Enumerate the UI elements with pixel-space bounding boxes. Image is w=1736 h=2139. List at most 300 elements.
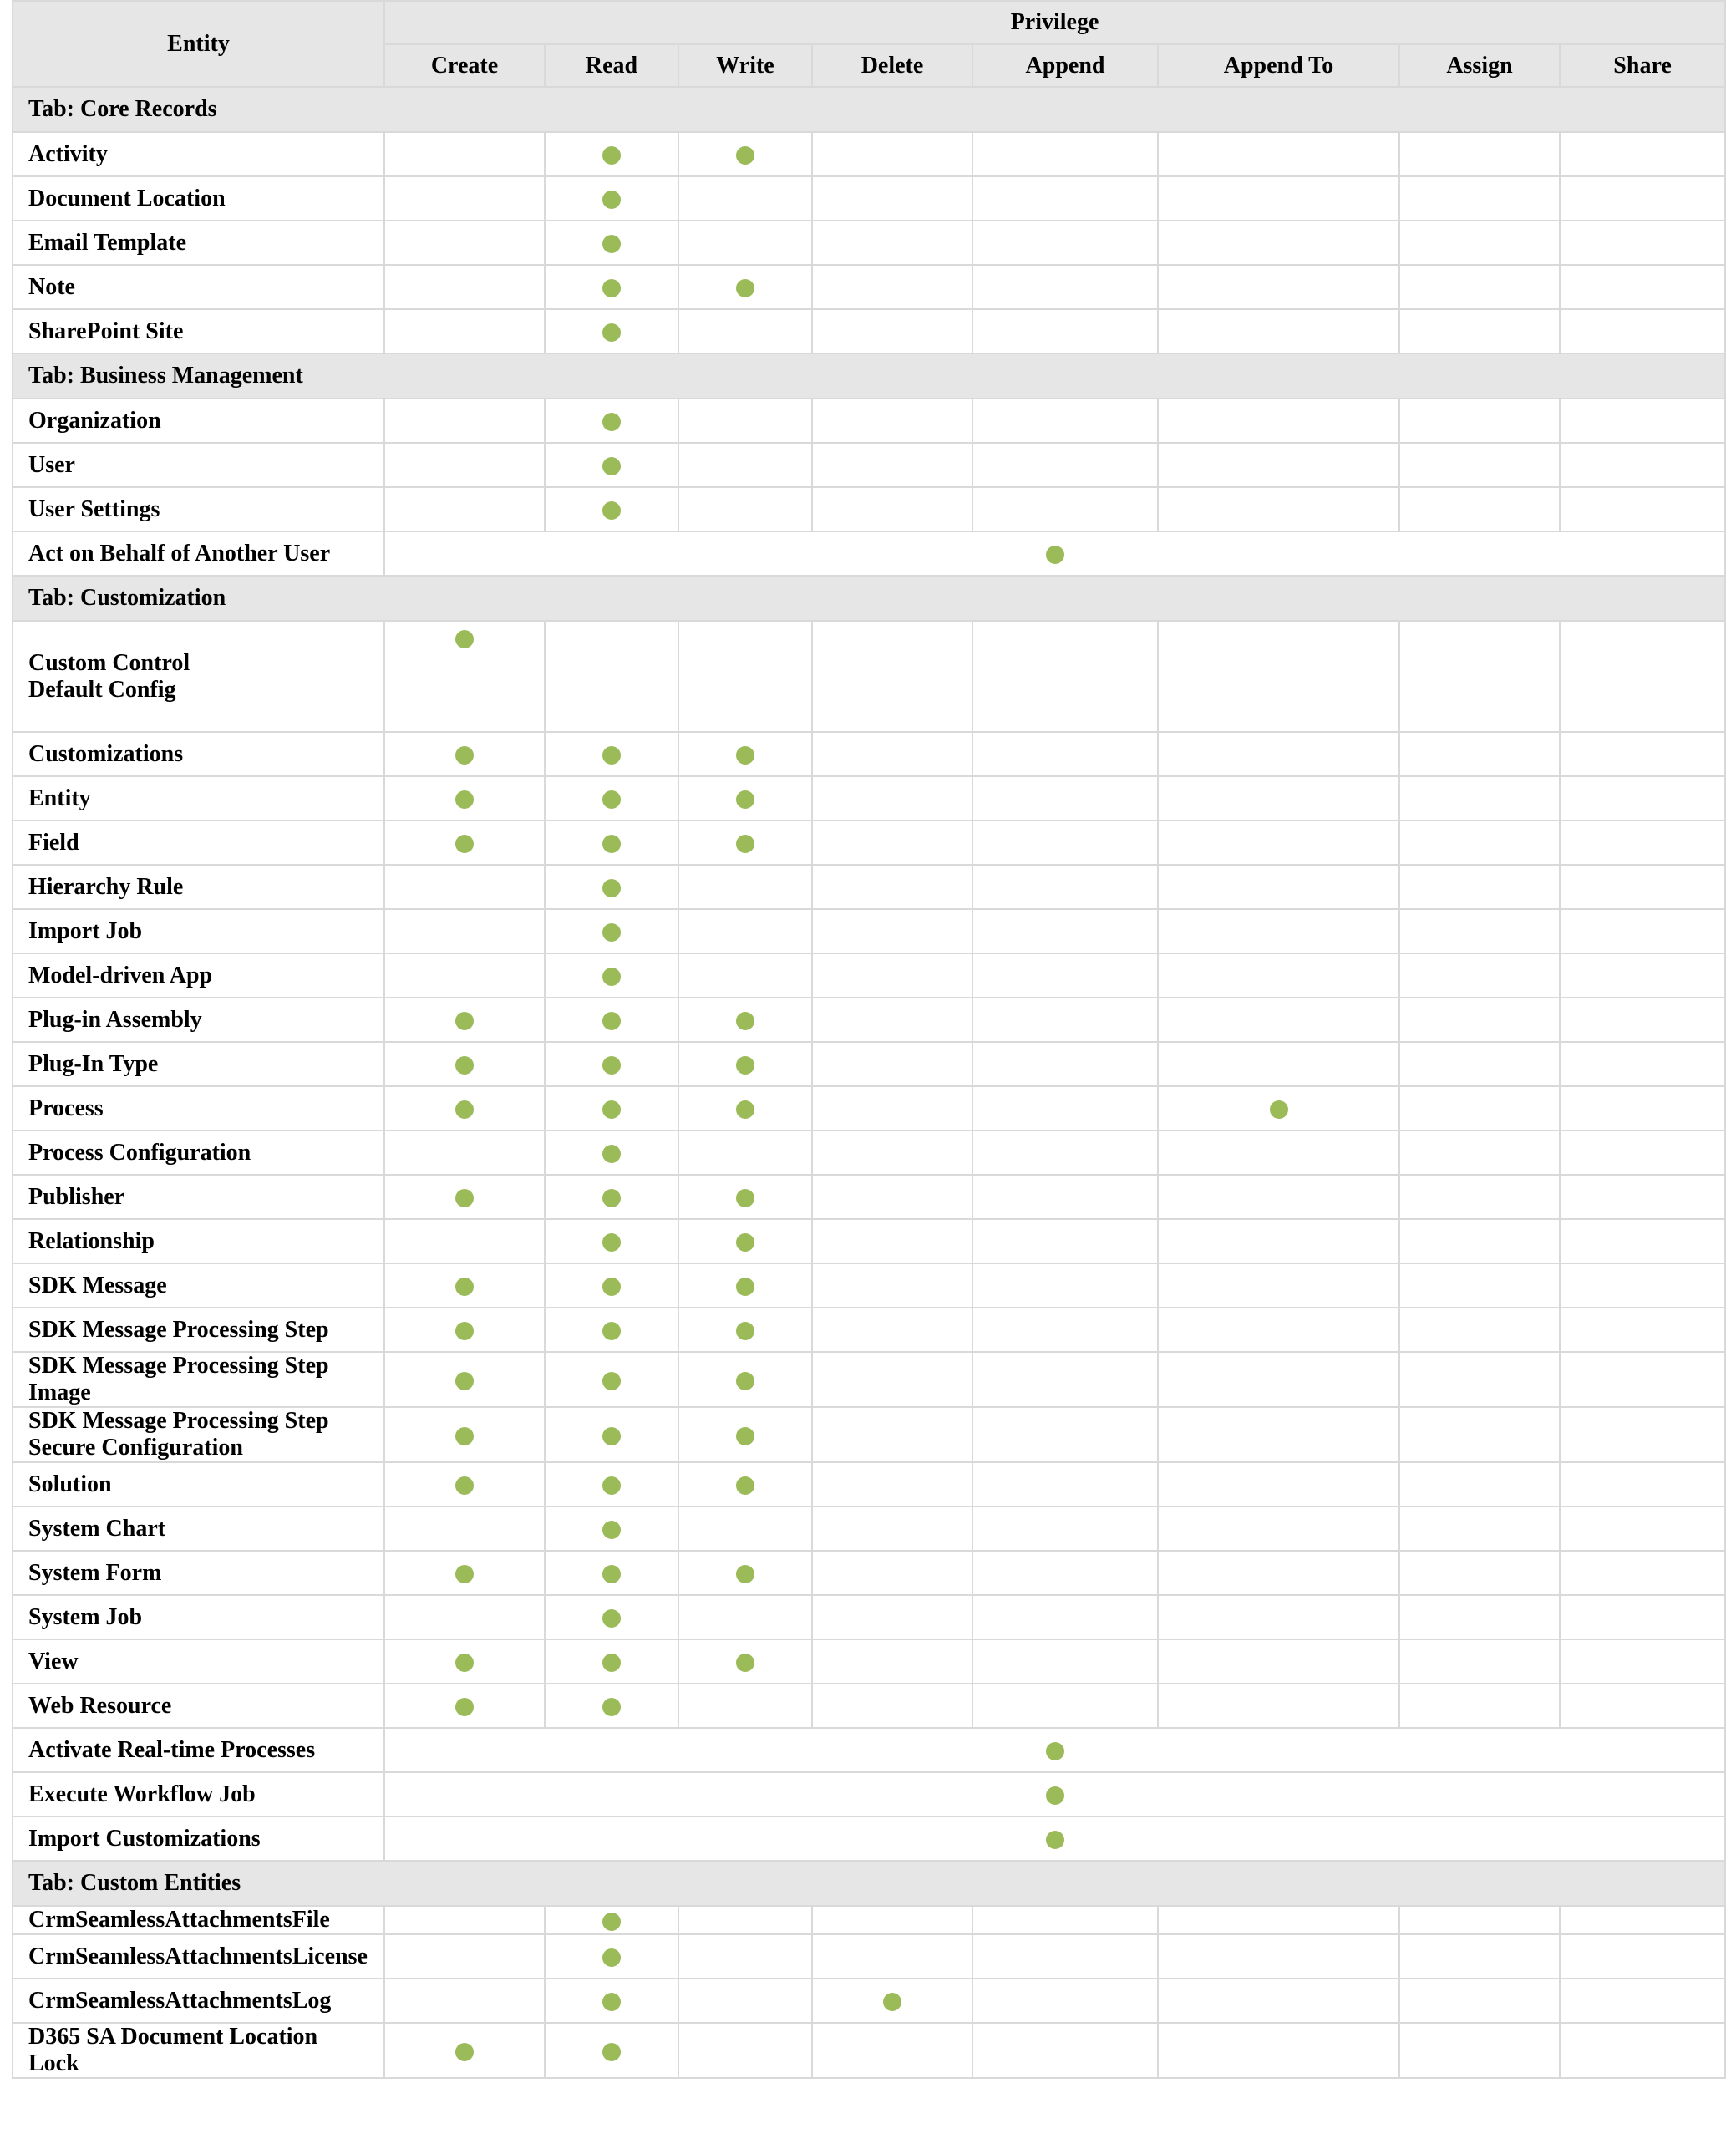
table-row [13,1263,1725,1308]
privilege-cell-assign [1399,1308,1560,1352]
privilege-cell-misc [384,1728,1725,1772]
privilege-granted-icon [736,1372,754,1390]
privilege-granted-icon [455,1278,474,1296]
entity-name: Customizations [13,732,384,776]
entity-name: Plug-In Type [13,1042,384,1086]
privilege-cell-write [678,265,812,309]
privilege-cell-append [972,265,1158,309]
privilege-cell-delete [812,2023,972,2078]
privilege-cell-share [1560,309,1725,353]
entity-name: Note [13,265,384,309]
privilege-cell-create [384,998,545,1042]
privilege-cell-delete [812,821,972,865]
privilege-cell-append-to [1158,1219,1399,1263]
entity-name: View [13,1639,384,1684]
privilege-granted-icon [602,1609,621,1628]
privilege-cell-append-to [1158,732,1399,776]
table-row [13,1219,1725,1263]
privilege-granted-icon [736,279,754,297]
privilege-granted-icon [736,1189,754,1207]
privilege-granted-icon [602,501,621,520]
section-title: Tab: Core Records [13,87,1725,132]
privileges-table [12,0,1726,2079]
privilege-cell-append-to [1158,953,1399,998]
entity-name: Publisher [13,1175,384,1219]
entity-name: CrmSeamlessAttachmentsFile [13,1906,384,1934]
privilege-granted-icon [602,1322,621,1340]
privilege-cell-read [545,265,678,309]
privilege-cell-read [545,1308,678,1352]
column-header-append-to: Append To [1158,44,1399,87]
privilege-cell-delete [812,998,972,1042]
privilege-cell-assign [1399,1407,1560,1462]
privilege-cell-append-to [1158,265,1399,309]
table-row [13,1462,1725,1506]
privilege-cell-write [678,621,812,732]
privilege-cell-write [678,443,812,487]
privilege-cell-write [678,1595,812,1639]
privilege-cell-misc [384,1816,1725,1861]
section-row-tab-business-management [13,353,1725,399]
privilege-cell-create [384,1979,545,2023]
privilege-cell-share [1560,1042,1725,1086]
table-row [13,399,1725,443]
table-row [13,732,1725,776]
privilege-cell-share [1560,176,1725,221]
privilege-cell-write [678,1906,812,1934]
privilege-cell-write [678,2023,812,2078]
privilege-granted-icon [602,279,621,297]
privilege-cell-append [972,1130,1158,1175]
privilege-granted-icon [602,1993,621,2011]
privilege-cell-delete [812,309,972,353]
privilege-cell-assign [1399,265,1560,309]
privilege-granted-icon [602,1565,621,1583]
privilege-cell-append [972,1407,1158,1462]
privilege-cell-write [678,1086,812,1130]
entity-name: Process [13,1086,384,1130]
privilege-cell-append-to [1158,621,1399,732]
privilege-cell-assign [1399,1595,1560,1639]
privilege-cell-share [1560,399,1725,443]
section-row-tab-custom-entities [13,1861,1725,1906]
column-header-read: Read [545,44,678,87]
entity-name: SDK Message Processing Step Secure Configuration [13,1407,384,1462]
privilege-cell-append-to [1158,132,1399,176]
privilege-cell-assign [1399,1263,1560,1308]
entity-name: Organization [13,399,384,443]
entity-name: Plug-in Assembly [13,998,384,1042]
privilege-cell-create [384,132,545,176]
privilege-granted-icon [602,1948,621,1967]
privilege-cell-delete [812,265,972,309]
privilege-granted-icon [736,1476,754,1495]
privilege-cell-write [678,732,812,776]
privilege-cell-share [1560,953,1725,998]
privilege-cell-create [384,1595,545,1639]
privilege-cell-assign [1399,1462,1560,1506]
privilege-granted-icon [455,1698,474,1716]
privilege-cell-append-to [1158,309,1399,353]
privilege-granted-icon [736,1322,754,1340]
privilege-cell-delete [812,1042,972,1086]
privilege-cell-assign [1399,176,1560,221]
privilege-cell-append [972,1263,1158,1308]
privilege-cell-share [1560,1462,1725,1506]
privilege-cell-assign [1399,865,1560,909]
table-row [13,265,1725,309]
table-row [13,1979,1725,2023]
privilege-granted-icon [602,413,621,431]
privilege-cell-assign [1399,909,1560,953]
privilege-cell-write [678,176,812,221]
privilege-cell-create [384,621,545,732]
privilege-cell-append [972,998,1158,1042]
column-header-create: Create [384,44,545,87]
entity-name: SDK Message Processing Step Image [13,1352,384,1407]
privilege-cell-share [1560,1684,1725,1728]
privilege-granted-icon [736,1278,754,1296]
privilege-cell-create [384,732,545,776]
privilege-granted-icon [736,1427,754,1445]
table-row [13,309,1725,353]
table-row [13,821,1725,865]
privilege-cell-append-to [1158,487,1399,531]
privilege-cell-delete [812,399,972,443]
privilege-cell-read [545,909,678,953]
privilege-cell-append-to [1158,1086,1399,1130]
privilege-cell-delete [812,1219,972,1263]
privilege-cell-share [1560,132,1725,176]
privilege-cell-share [1560,998,1725,1042]
privilege-cell-delete [812,953,972,998]
privilege-cell-append [972,909,1158,953]
privilege-cell-share [1560,265,1725,309]
privilege-granted-icon [602,1233,621,1252]
privilege-cell-misc [384,1772,1725,1816]
privilege-granted-icon [602,323,621,342]
privilege-cell-share [1560,1308,1725,1352]
table-row [13,909,1725,953]
privilege-granted-icon [602,879,621,897]
entity-column-header: Entity [13,1,384,87]
privilege-cell-write [678,1130,812,1175]
privilege-cell-read [545,998,678,1042]
entity-name: Hierarchy Rule [13,865,384,909]
entity-name: SDK Message Processing Step [13,1308,384,1352]
privilege-cell-append-to [1158,1979,1399,2023]
section-row-tab-customization [13,576,1725,621]
privilege-cell-delete [812,732,972,776]
privilege-cell-read [545,1175,678,1219]
entity-name: Entity [13,776,384,821]
privilege-cell-create [384,1639,545,1684]
privilege-cell-read [545,732,678,776]
privilege-cell-append [972,443,1158,487]
privilege-cell-share [1560,1506,1725,1551]
table-row [13,1352,1725,1407]
entity-name: Document Location [13,176,384,221]
privilege-cell-append-to [1158,865,1399,909]
privilege-cell-append [972,1308,1158,1352]
privilege-cell-append-to [1158,1130,1399,1175]
privilege-cell-create [384,1684,545,1728]
privilege-cell-share [1560,221,1725,265]
privilege-cell-read [545,1979,678,2023]
privilege-cell-assign [1399,309,1560,353]
privilege-cell-read [545,1219,678,1263]
privilege-cell-read [545,953,678,998]
privilege-cell-append [972,1175,1158,1219]
privilege-cell-write [678,309,812,353]
privilege-cell-create [384,1042,545,1086]
privilege-granted-icon [602,1521,621,1539]
privilege-cell-share [1560,1595,1725,1639]
table-row [13,953,1725,998]
privilege-cell-append-to [1158,1042,1399,1086]
privilege-cell-read [545,132,678,176]
table-body [13,87,1725,2078]
privilege-granted-icon [455,1189,474,1207]
table-row [13,776,1725,821]
privilege-cell-append-to [1158,1506,1399,1551]
privilege-cell-create [384,953,545,998]
privilege-cell-create [384,1352,545,1407]
privilege-cell-assign [1399,621,1560,732]
privilege-cell-read [545,1506,678,1551]
privilege-cell-write [678,776,812,821]
table-row [13,1175,1725,1219]
privilege-granted-icon [455,790,474,809]
privilege-cell-read [545,1407,678,1462]
privilege-granted-icon [455,2043,474,2061]
table-row [13,176,1725,221]
table-row [13,1086,1725,1130]
privilege-cell-assign [1399,1906,1560,1934]
privilege-granted-icon [602,1476,621,1495]
privilege-granted-icon [602,835,621,853]
privilege-cell-share [1560,909,1725,953]
privilege-granted-icon [602,1278,621,1296]
privilege-cell-write [678,1639,812,1684]
privilege-granted-icon [455,1654,474,1672]
privilege-granted-icon [736,1100,754,1119]
privilege-cell-append [972,1979,1158,2023]
table-row [13,1308,1725,1352]
privilege-cell-append-to [1158,998,1399,1042]
privilege-cell-append-to [1158,399,1399,443]
privilege-granted-icon [1046,1831,1064,1849]
privilege-granted-icon [602,1012,621,1030]
privilege-cell-append [972,1352,1158,1407]
privilege-cell-delete [812,1684,972,1728]
privilege-cell-delete [812,443,972,487]
privilege-cell-read [545,1595,678,1639]
entity-name: SDK Message [13,1263,384,1308]
privilege-cell-create [384,865,545,909]
privilege-cell-create [384,1551,545,1595]
privilege-cell-append [972,1595,1158,1639]
privilege-cell-append-to [1158,909,1399,953]
privilege-cell-delete [812,221,972,265]
privilege-cell-read [545,1684,678,1728]
entity-name: CrmSeamlessAttachmentsLog [13,1979,384,2023]
privilege-cell-write [678,1934,812,1979]
entity-name: Act on Behalf of Another User [13,531,384,576]
privilege-cell-assign [1399,1506,1560,1551]
privilege-cell-share [1560,487,1725,531]
table-row [13,1684,1725,1728]
privilege-cell-share [1560,2023,1725,2078]
privilege-cell-delete [812,1352,972,1407]
privilege-cell-assign [1399,1684,1560,1728]
privilege-cell-delete [812,865,972,909]
privilege-cell-assign [1399,487,1560,531]
privilege-cell-share [1560,1906,1725,1934]
privilege-granted-icon [602,191,621,209]
privilege-cell-create [384,1934,545,1979]
privilege-cell-append-to [1158,2023,1399,2078]
column-header-write: Write [678,44,812,87]
entity-name: CrmSeamlessAttachmentsLicense [13,1934,384,1979]
privilege-cell-append [972,953,1158,998]
privilege-granted-icon [602,1100,621,1119]
privilege-cell-append-to [1158,1906,1399,1934]
table-row [13,865,1725,909]
privilege-cell-append [972,1462,1158,1506]
privilege-cell-delete [812,1595,972,1639]
privilege-cell-delete [812,176,972,221]
privilege-cell-write [678,865,812,909]
privilege-cell-delete [812,776,972,821]
privilege-cell-share [1560,621,1725,732]
entity-name: Import Job [13,909,384,953]
privilege-granted-icon [883,1993,901,2011]
privilege-granted-icon [602,923,621,942]
privilege-cell-append-to [1158,443,1399,487]
privilege-cell-share [1560,1130,1725,1175]
table-row [13,221,1725,265]
privilege-cell-read [545,1639,678,1684]
privilege-cell-assign [1399,2023,1560,2078]
privilege-cell-write [678,132,812,176]
privilege-cell-append [972,821,1158,865]
privilege-cell-read [545,443,678,487]
privilege-cell-share [1560,732,1725,776]
privilege-cell-append [972,1219,1158,1263]
privilege-cell-delete [812,909,972,953]
privilege-cell-delete [812,621,972,732]
privilege-cell-append [972,732,1158,776]
table-row [13,998,1725,1042]
privilege-granted-icon [455,1427,474,1445]
privilege-cell-write [678,487,812,531]
table-row [13,1728,1725,1772]
privilege-cell-append [972,487,1158,531]
privilege-cell-append-to [1158,1639,1399,1684]
section-title: Tab: Custom Entities [13,1861,1725,1906]
privilege-cell-append [972,1042,1158,1086]
privilege-cell-create [384,1308,545,1352]
privilege-cell-share [1560,1979,1725,2023]
privilege-cell-append [972,1906,1158,1934]
privilege-granted-icon [736,1012,754,1030]
privilege-cell-read [545,865,678,909]
privilege-cell-append [972,621,1158,732]
table-row [13,1639,1725,1684]
entity-name: Model-driven App [13,953,384,998]
privilege-cell-share [1560,1407,1725,1462]
privilege-cell-delete [812,1934,972,1979]
table-row [13,1906,1725,1934]
privilege-cell-assign [1399,1934,1560,1979]
privilege-granted-icon [455,1012,474,1030]
privilege-cell-create [384,176,545,221]
privilege-cell-append [972,221,1158,265]
entity-name: Relationship [13,1219,384,1263]
entity-name: Field [13,821,384,865]
privilege-cell-append-to [1158,1407,1399,1462]
privilege-granted-icon [602,790,621,809]
privilege-cell-append-to [1158,776,1399,821]
privilege-cell-append [972,176,1158,221]
privilege-granted-icon [736,746,754,765]
privilege-granted-icon [455,746,474,765]
privilege-granted-icon [602,1654,621,1672]
privilege-cell-delete [812,1462,972,1506]
privilege-cell-append-to [1158,1308,1399,1352]
privilege-cell-write [678,1219,812,1263]
privilege-cell-read [545,1130,678,1175]
privilege-cell-share [1560,776,1725,821]
privilege-cell-create [384,2023,545,2078]
privilege-cell-delete [812,1175,972,1219]
privilege-cell-create [384,487,545,531]
privilege-cell-delete [812,1263,972,1308]
privilege-cell-delete [812,1979,972,2023]
entity-name: Email Template [13,221,384,265]
privilege-cell-assign [1399,221,1560,265]
privilege-cell-append-to [1158,1684,1399,1728]
privilege-cell-read [545,399,678,443]
privilege-granted-icon [736,1233,754,1252]
privilege-cell-delete [812,1639,972,1684]
privilege-cell-share [1560,1219,1725,1263]
privilege-cell-share [1560,821,1725,865]
privilege-cell-create [384,399,545,443]
privilege-cell-assign [1399,132,1560,176]
privilege-cell-append-to [1158,1595,1399,1639]
privilege-granted-icon [1270,1100,1288,1119]
privilege-granted-icon [455,835,474,853]
privilege-cell-read [545,1263,678,1308]
table-row [13,1934,1725,1979]
privilege-cell-assign [1399,1042,1560,1086]
privilege-cell-delete [812,1407,972,1462]
privilege-cell-assign [1399,1352,1560,1407]
privilege-cell-assign [1399,1130,1560,1175]
privilege-cell-share [1560,1263,1725,1308]
privilege-cell-create [384,776,545,821]
privilege-cell-create [384,309,545,353]
privilege-cell-append-to [1158,1934,1399,1979]
privilege-cell-create [384,1219,545,1263]
privilege-granted-icon [455,630,474,648]
privilege-granted-icon [602,457,621,475]
privilege-cell-share [1560,1086,1725,1130]
privilege-cell-assign [1399,776,1560,821]
privilege-cell-delete [812,1086,972,1130]
